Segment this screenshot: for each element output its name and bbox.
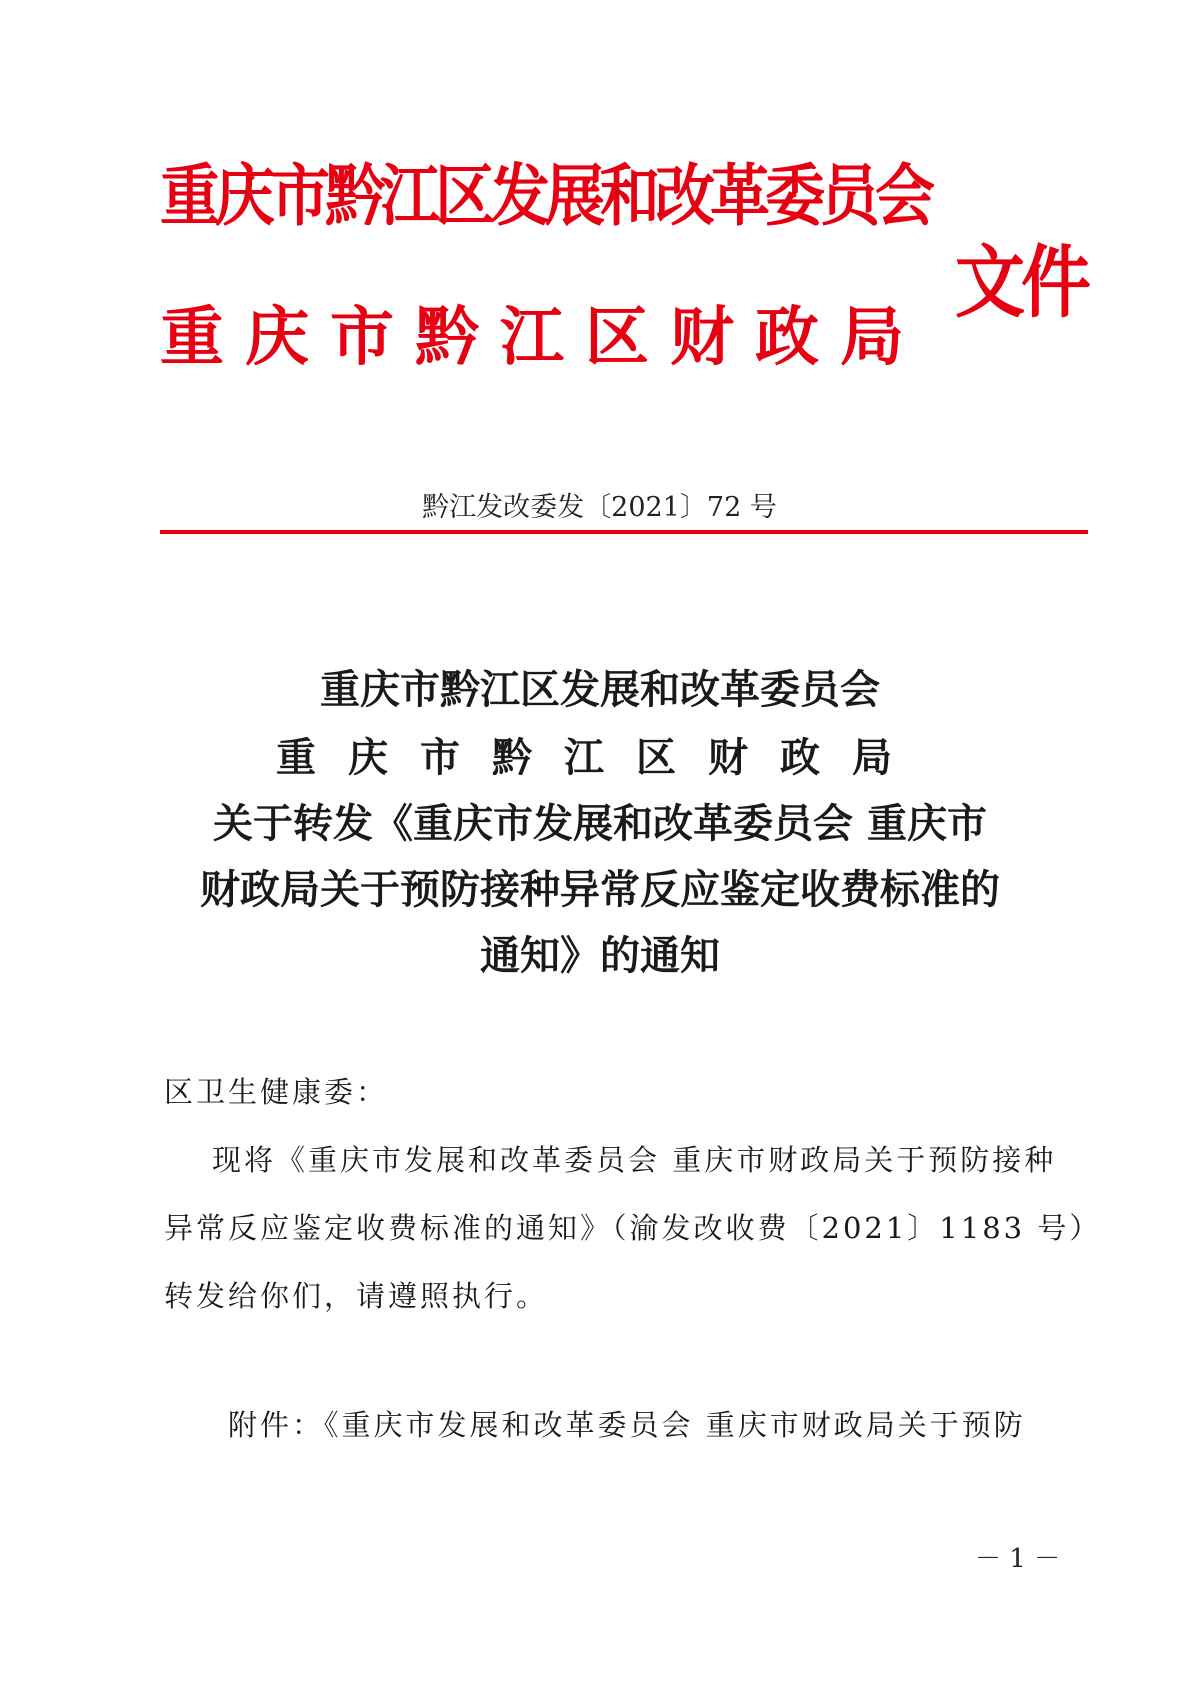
header-doc-type: 文件	[955, 235, 1087, 329]
header-org-name-1: 重庆市黔江区发展和改革委员会	[160, 157, 930, 236]
salutation: 区卫生健康委：	[164, 1075, 389, 1109]
document-number: 黔江发改委发〔2021〕72 号	[422, 492, 777, 523]
title-line-4: 财政局关于预防接种异常反应鉴定收费标准的	[200, 866, 1000, 913]
body-paragraph-line-1: 现将《重庆市发展和改革委员会 重庆市财政局关于预防接种	[212, 1143, 1057, 1177]
body-paragraph-line-3: 转发给你们，请遵照执行。	[164, 1279, 549, 1313]
title-line-3: 关于转发《重庆市发展和改革委员会 重庆市	[213, 800, 987, 847]
body-paragraph-line-2: 异常反应鉴定收费标准的通知》（渝发改收费〔2021〕1183 号）	[164, 1211, 1102, 1245]
title-line-2: 重庆市黔江区财政局	[276, 734, 924, 781]
page-number: － 1 －	[975, 1544, 1061, 1574]
title-line-1: 重庆市黔江区发展和改革委员会	[320, 666, 880, 713]
header-org-name-2: 重庆市黔江区财政局	[160, 300, 925, 375]
attachment-line: 附件：《重庆市发展和改革委员会 重庆市财政局关于预防	[228, 1408, 1026, 1442]
title-line-5: 通知》的通知	[480, 932, 720, 979]
red-divider-line	[160, 530, 1088, 534]
